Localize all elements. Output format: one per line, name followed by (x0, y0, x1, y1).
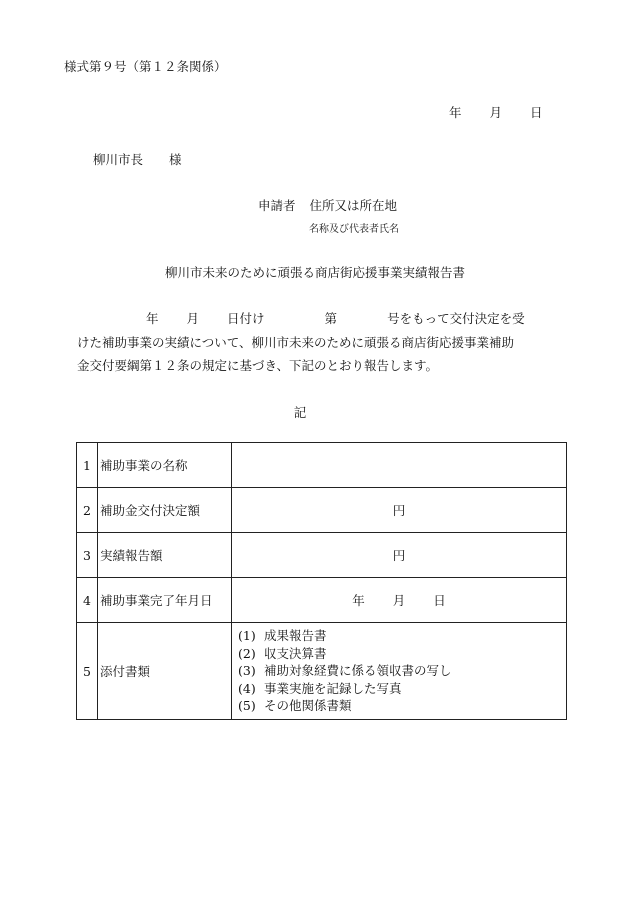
item-text: 補助対象経費に係る領収書の写し (264, 663, 452, 679)
row-number: 2 (77, 488, 98, 533)
actual-report-amount: 円 (232, 533, 567, 578)
body-year: 年 (146, 311, 159, 326)
ki-heading: 記 (293, 405, 307, 420)
row-label: 補助事業の名称 (98, 443, 232, 488)
form-number: 様式第９号（第１２条関係） (64, 59, 227, 74)
project-name-value (232, 443, 567, 488)
addressee (93, 150, 182, 168)
completion-day: 日 (433, 593, 446, 608)
body-line-3: 金交付要綱第１２条の規定に基づき、下記のとおり報告します。 (77, 358, 439, 373)
body-dai: 第 (324, 311, 338, 326)
body-rest: 号をもって交付決定を受 (387, 311, 525, 326)
list-item (238, 680, 566, 698)
body-month: 月 (186, 311, 200, 326)
item-number: (5) (238, 698, 256, 714)
item-number: (4) (238, 680, 256, 696)
completion-year: 年 (352, 593, 365, 608)
report-date (449, 103, 543, 121)
table-row (77, 623, 567, 720)
item-text: その他関係書類 (264, 698, 352, 714)
attachments-cell (232, 623, 567, 720)
applicant-label: 申請者 (258, 198, 296, 213)
item-number: (1) (238, 628, 256, 644)
item-text: 成果報告書 (264, 628, 327, 644)
document-title: 柳川市未来のために頑張る商店街応援事業実績報告書 (164, 265, 465, 280)
list-item (238, 645, 566, 663)
completion-date (232, 578, 567, 623)
item-number: (2) (238, 645, 256, 661)
date-year: 年 (449, 105, 462, 120)
addressee-name: 柳川市長 (93, 152, 144, 167)
date-month: 月 (489, 105, 503, 120)
attachments-list (232, 627, 566, 715)
item-text: 事業実施を記録した写真 (264, 680, 402, 696)
list-item (238, 662, 566, 680)
body-dated: 日付け (227, 311, 265, 326)
applicant-address-label: 住所又は所在地 (309, 198, 398, 213)
table-row (77, 533, 567, 578)
row-label: 実績報告額 (98, 533, 232, 578)
report-table (76, 442, 567, 720)
applicant-address (258, 196, 397, 214)
applicant-name-label: 名称及び代表者氏名 (309, 224, 399, 235)
table-row (77, 578, 567, 623)
date-day: 日 (530, 105, 543, 120)
item-text: 収支決算書 (264, 645, 327, 661)
row-number: 1 (77, 443, 98, 488)
grant-decision-amount: 円 (232, 488, 567, 533)
row-label: 補助金交付決定額 (98, 488, 232, 533)
list-item (238, 697, 566, 715)
completion-month: 月 (392, 593, 406, 608)
body-line-2: けた補助事業の実績について、柳川市未来のために頑張る商店街応援事業補助 (77, 335, 515, 350)
item-number: (3) (238, 663, 256, 679)
list-item (238, 627, 566, 645)
body-line-1 (146, 309, 525, 327)
row-number: 3 (77, 533, 98, 578)
table-row (77, 488, 567, 533)
row-number: 5 (77, 623, 98, 720)
row-label: 添付書類 (98, 623, 232, 720)
row-number: 4 (77, 578, 98, 623)
row-label: 補助事業完了年月日 (98, 578, 232, 623)
addressee-honorific: 様 (169, 152, 182, 167)
table-row (77, 443, 567, 488)
